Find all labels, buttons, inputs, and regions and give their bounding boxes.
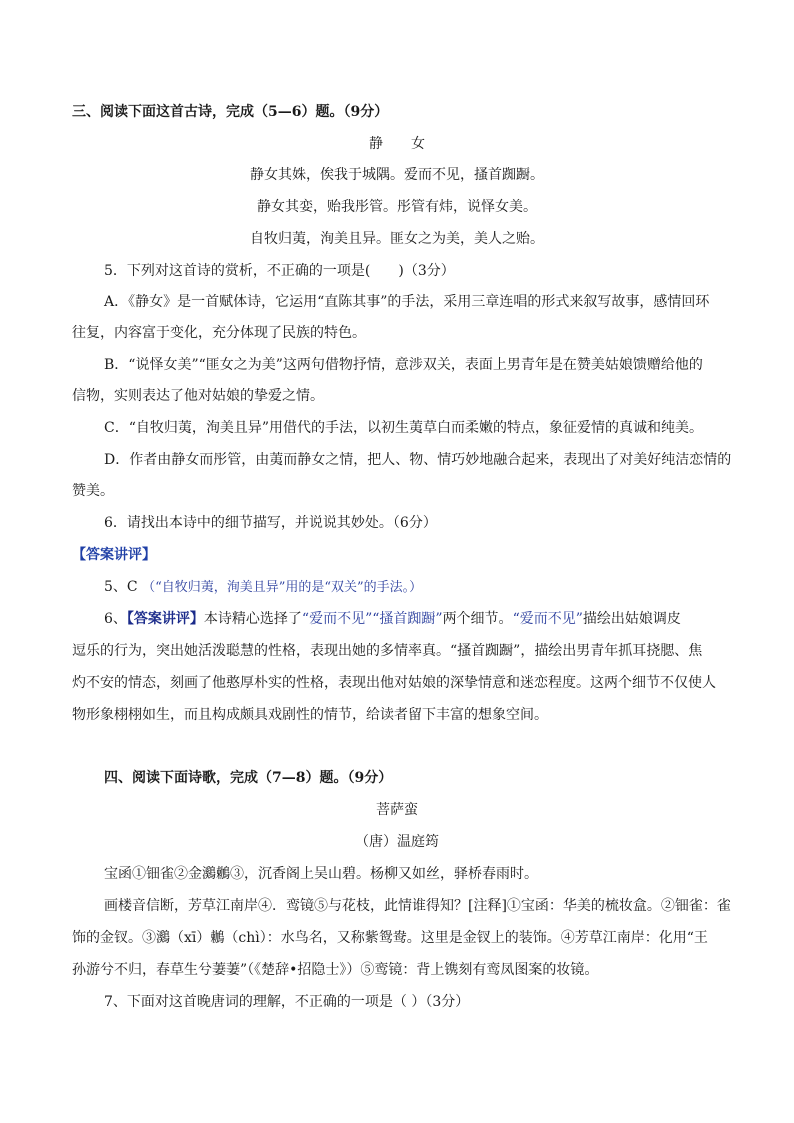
- section4-heading: 四、阅读下面诗歌，完成（7—8）题。（9分）: [104, 770, 393, 786]
- question-7-stem: 7、下面对这首晚唐词的理解，不正确的一项是（ ）（3分）: [104, 994, 470, 1010]
- section3-heading: 三、阅读下面这首古诗，完成（5—6）题。（9分）: [72, 104, 389, 120]
- option-b-line-2: 信物，实则表达了他对姑娘的挚爱之情。: [72, 388, 324, 404]
- answer-6-line-2: 逗乐的行为，突出她活泼聪慧的性格，表现出她的多情率真。“搔首踟蹰”，描绘出男青年抓耳挠腮、焦: [72, 643, 703, 659]
- poem2-title: 菩萨蛮: [376, 802, 418, 818]
- answer-6-text-2: 两个细节。: [442, 611, 513, 627]
- option-d-line-2: 赞美。: [72, 483, 114, 499]
- poem-line-1: 静女其姝，俟我于城隅。爱而不见，搔首踟蹰。: [250, 167, 544, 183]
- option-b-line-1: B．“说怿女美”“匪女之为美”这两句借物抒情，意涉双关，表面上男青年是在赞美姑娘馈赠给他的: [104, 357, 703, 373]
- poem2-line-2-and-notes: 画楼音信断，芳草江南岸④．鸾镜⑤与花枝，此情谁得知？[注释]①宝函：华美的梳妆盒。②钿雀：雀: [104, 898, 731, 914]
- option-d-line-1: D．作者由静女而彤管，由荑而静女之情，把人、物、情巧妙地融合起来，表现出了对美好纯洁恋情的: [104, 452, 732, 468]
- answer-6-text-3: 描绘出姑娘调皮: [582, 611, 681, 627]
- answer-6-tag: 【答案讲评】: [126, 611, 204, 627]
- answer-6-quote-1: “爱而不见”“搔首踟蹰”: [301, 611, 443, 627]
- notes-line-2: 饰的金钗。③鸂（xī）鶒（chì）：水鸟名，又称紫鸳鸯。这里是金钗上的装饰。④芳草江南岸：化用“王: [72, 930, 708, 946]
- answer-5: [104, 577, 422, 598]
- notes-line-3: 孙游兮不归，春草生兮萋萋”（《楚辞•招隐士》）⑤鸾镜：背上镌刻有鸾凤图案的妆镜。: [72, 962, 599, 978]
- poem-line-2: 静女其娈，贻我彤管。彤管有炜，说怿女美。: [257, 199, 537, 215]
- answer-5-body: （“自牧归荑，洵美且异”用的是“双关”的手法。）: [142, 580, 423, 595]
- answer-6-quote-2: “爱而不见”: [512, 611, 583, 627]
- answer-6-text-1: 本诗精心选择了: [203, 611, 302, 627]
- answer-6-line-1: [104, 609, 681, 629]
- poem-line-3: 自牧归荑，洵美且异。匪女之为美，美人之贻。: [250, 231, 544, 247]
- answer-6-line-3: 灼不安的情态，刻画了他憨厚朴实的性格，表现出他对姑娘的深挚情意和迷恋程度。这两个细节不仅使人: [72, 675, 716, 691]
- poem2-line-1: 宝函①钿雀②金鸂鶒③，沉香阁上吴山碧。杨柳又如丝，驿桥春雨时。: [104, 866, 538, 882]
- answer-6-line-4: 物形象栩栩如生，而且构成颇具戏剧性的情节，给读者留下丰富的想象空间。: [72, 707, 548, 723]
- answer-5-prefix: 5、C: [104, 579, 143, 595]
- question-6-stem: 6．请找出本诗中的细节描写，并说说其妙处。（6分）: [104, 515, 437, 531]
- answer-header: 【答案讲评】: [72, 547, 156, 563]
- option-a-line-2: 往复，内容富于变化，充分体现了民族的特色。: [72, 325, 366, 341]
- poem2-author: （唐）温庭筠: [355, 834, 439, 850]
- poem-title: 静 女: [369, 136, 425, 152]
- option-a-line-1: A．《静女》是一首赋体诗，它运用“直陈其事”的手法，采用三章连唱的形式来叙写故事，感情回环: [104, 294, 710, 310]
- answer-6-num: 6、: [104, 611, 127, 627]
- question-5-stem: 5．下列对这首诗的赏析，不正确的一项是( )（3分）: [104, 263, 455, 279]
- option-c-line-1: C．“自牧归荑，洵美且异”用借代的手法，以初生荑草白而柔嫩的特点，象征爱情的真诚和纯美。: [104, 420, 704, 436]
